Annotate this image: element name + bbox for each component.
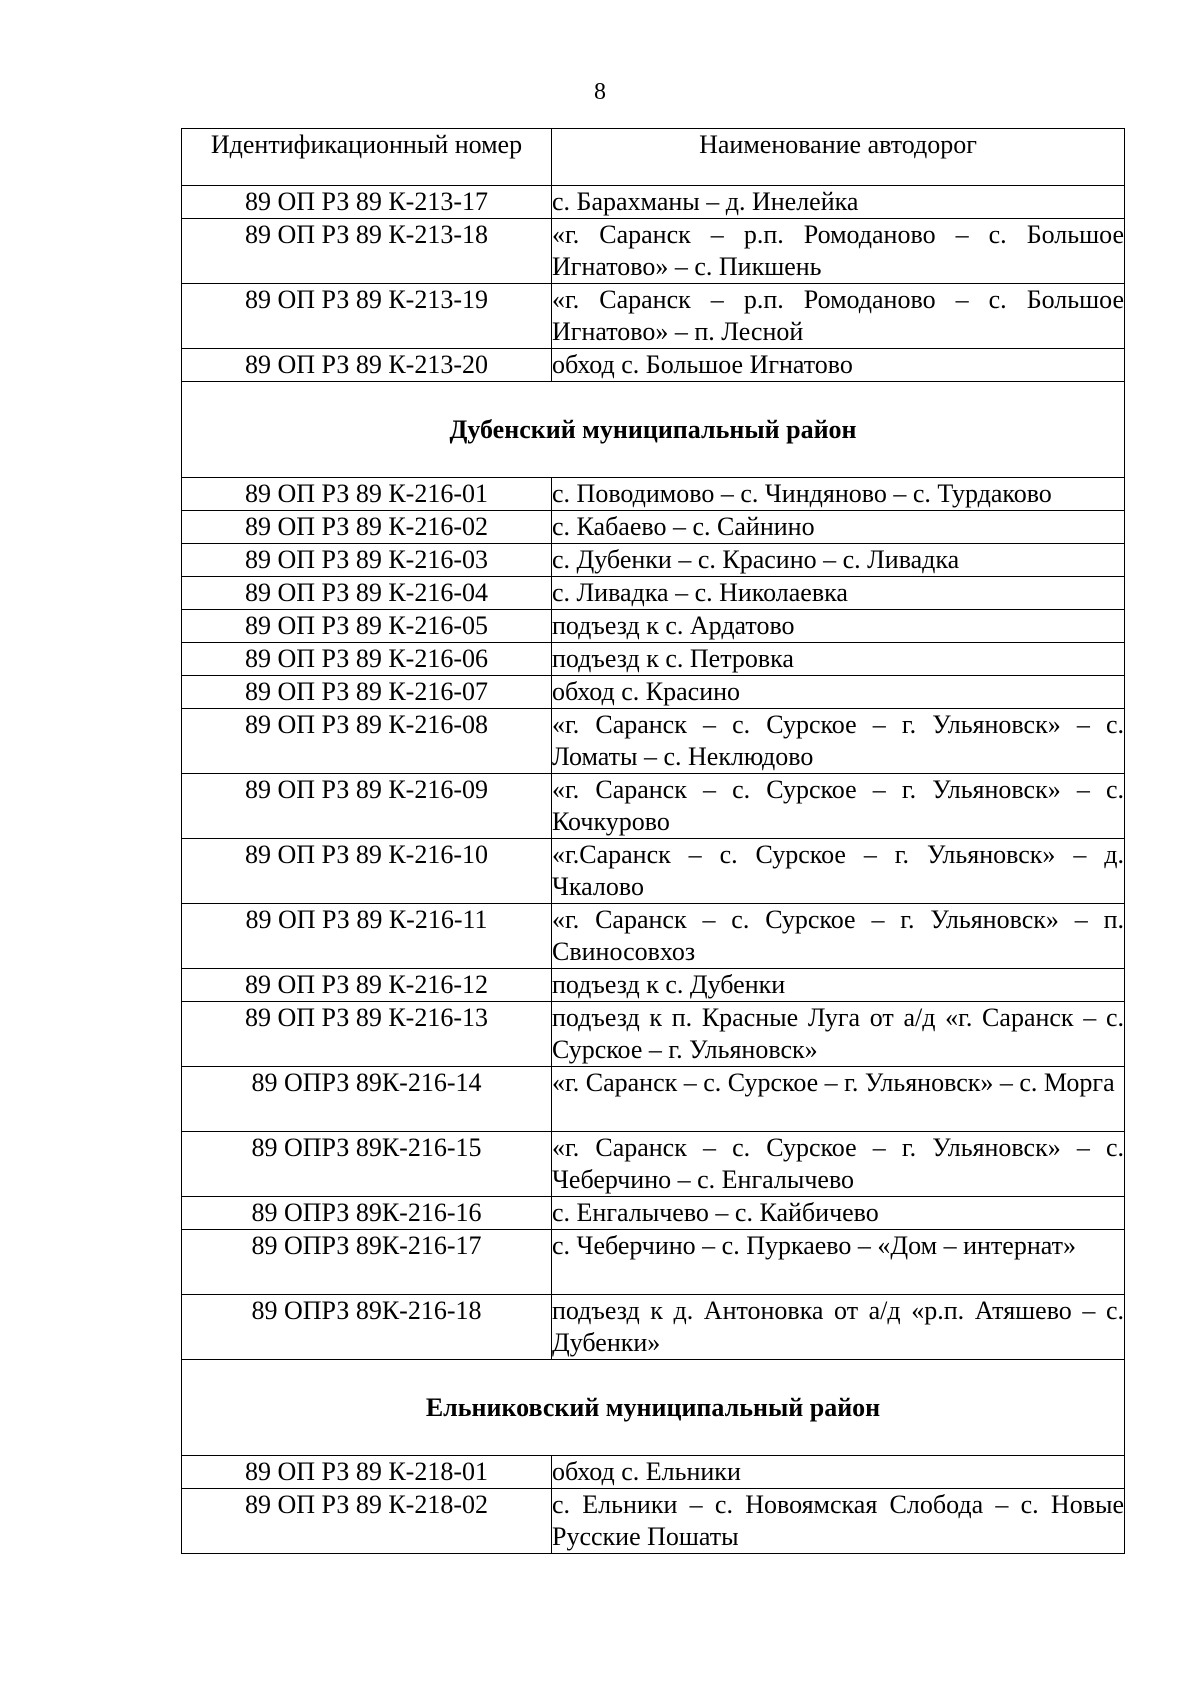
road-name: с. Чеберчино – с. Пуркаево – «Дом – интернат» — [552, 1230, 1125, 1295]
road-id: 89 ОПРЗ 89К-216-17 — [182, 1230, 552, 1295]
road-name: подъезд к п. Красные Луга от а/д «г. Саранск – с. Сурское – г. Ульяновск» — [552, 1002, 1125, 1067]
road-name: «г. Саранск – р.п. Ромоданово – с. Большое Игнатово» – п. Лесной — [552, 284, 1125, 349]
section-row — [182, 1360, 1125, 1456]
road-name: с. Ельники – с. Новоямская Слобода – с. Новые Русские Пошаты — [552, 1489, 1125, 1554]
table-row — [182, 676, 1125, 709]
header-id-column: Идентификационный номер — [182, 129, 552, 186]
road-name: обход с. Красино — [552, 676, 1125, 709]
table-row — [182, 904, 1125, 969]
road-name: подъезд к с. Ардатово — [552, 610, 1125, 643]
road-name: с. Енгалычево – с. Кайбичево — [552, 1197, 1125, 1230]
road-id: 89 ОПРЗ 89К-216-18 — [182, 1295, 552, 1360]
road-id: 89 ОП РЗ 89 К-216-03 — [182, 544, 552, 577]
road-name: «г. Саранск – р.п. Ромоданово – с. Большое Игнатово» – с. Пикшень — [552, 219, 1125, 284]
table-row — [182, 1456, 1125, 1489]
road-id: 89 ОПРЗ 89К-216-16 — [182, 1197, 552, 1230]
road-id: 89 ОП РЗ 89 К-216-01 — [182, 478, 552, 511]
page-number: 8 — [594, 79, 606, 105]
table-row — [182, 478, 1125, 511]
table-row — [182, 1067, 1125, 1132]
table-row — [182, 219, 1125, 284]
road-name: подъезд к с. Петровка — [552, 643, 1125, 676]
road-id: 89 ОП РЗ 89 К-216-05 — [182, 610, 552, 643]
table-row — [182, 1002, 1125, 1067]
roads-table — [181, 128, 1125, 1554]
road-id: 89 ОП РЗ 89 К-213-17 — [182, 186, 552, 219]
table-row — [182, 511, 1125, 544]
road-id: 89 ОП РЗ 89 К-216-11 — [182, 904, 552, 969]
table-row — [182, 1197, 1125, 1230]
road-name: «г. Саранск – с. Сурское – г. Ульяновск» – с. Чеберчино – с. Енгалычево — [552, 1132, 1125, 1197]
road-id: 89 ОПРЗ 89К-216-14 — [182, 1067, 552, 1132]
table-row — [182, 610, 1125, 643]
road-name: «г. Саранск – с. Сурское – г. Ульяновск» – с. Ломаты – с. Неклюдово — [552, 709, 1125, 774]
road-name: обход с. Ельники — [552, 1456, 1125, 1489]
road-name: «г.Саранск – с. Сурское – г. Ульяновск» – д. Чкалово — [552, 839, 1125, 904]
table-row — [182, 544, 1125, 577]
table-row — [182, 709, 1125, 774]
road-name: подъезд к д. Антоновка от а/д «р.п. Атяшево – с. Дубенки» — [552, 1295, 1125, 1360]
table-row — [182, 774, 1125, 839]
road-id: 89 ОП РЗ 89 К-216-10 — [182, 839, 552, 904]
road-name: «г. Саранск – с. Сурское – г. Ульяновск» – с. Кочкурово — [552, 774, 1125, 839]
road-id: 89 ОП РЗ 89 К-218-02 — [182, 1489, 552, 1554]
header-name-column: Наименование автодорог — [552, 129, 1125, 186]
road-name: с. Дубенки – с. Красино – с. Ливадка — [552, 544, 1125, 577]
road-name: обход с. Большое Игнатово — [552, 349, 1125, 382]
road-id: 89 ОП РЗ 89 К-216-04 — [182, 577, 552, 610]
table-row — [182, 1489, 1125, 1554]
road-id: 89 ОП РЗ 89 К-213-20 — [182, 349, 552, 382]
road-id: 89 ОП РЗ 89 К-216-06 — [182, 643, 552, 676]
table-row — [182, 284, 1125, 349]
table-header-row — [182, 129, 1125, 186]
road-id: 89 ОП РЗ 89 К-216-07 — [182, 676, 552, 709]
table-row — [182, 969, 1125, 1002]
section-title: Дубенский муниципальный район — [182, 382, 1125, 478]
road-id: 89 ОП РЗ 89 К-216-13 — [182, 1002, 552, 1067]
road-name: «г. Саранск – с. Сурское – г. Ульяновск» – п. Свиносовхоз — [552, 904, 1125, 969]
road-id: 89 ОП РЗ 89 К-216-02 — [182, 511, 552, 544]
road-id: 89 ОП РЗ 89 К-216-09 — [182, 774, 552, 839]
table-row — [182, 577, 1125, 610]
road-name: с. Кабаево – с. Сайнино — [552, 511, 1125, 544]
road-id: 89 ОП РЗ 89 К-213-19 — [182, 284, 552, 349]
road-name: с. Барахманы – д. Инелейка — [552, 186, 1125, 219]
table-row — [182, 1295, 1125, 1360]
table-row — [182, 839, 1125, 904]
road-name: с. Ливадка – с. Николаевка — [552, 577, 1125, 610]
road-id: 89 ОП РЗ 89 К-213-18 — [182, 219, 552, 284]
road-id: 89 ОП РЗ 89 К-216-08 — [182, 709, 552, 774]
section-row — [182, 382, 1125, 478]
section-title: Ельниковский муниципальный район — [182, 1360, 1125, 1456]
road-name: с. Поводимово – с. Чиндяново – с. Турдаково — [552, 478, 1125, 511]
table-row — [182, 1132, 1125, 1197]
road-id: 89 ОПРЗ 89К-216-15 — [182, 1132, 552, 1197]
road-id: 89 ОП РЗ 89 К-218-01 — [182, 1456, 552, 1489]
road-id: 89 ОП РЗ 89 К-216-12 — [182, 969, 552, 1002]
table-row — [182, 1230, 1125, 1295]
road-name: подъезд к с. Дубенки — [552, 969, 1125, 1002]
table-row — [182, 643, 1125, 676]
table-row — [182, 186, 1125, 219]
table-row — [182, 349, 1125, 382]
road-name: «г. Саранск – с. Сурское – г. Ульяновск» – с. Морга — [552, 1067, 1125, 1132]
